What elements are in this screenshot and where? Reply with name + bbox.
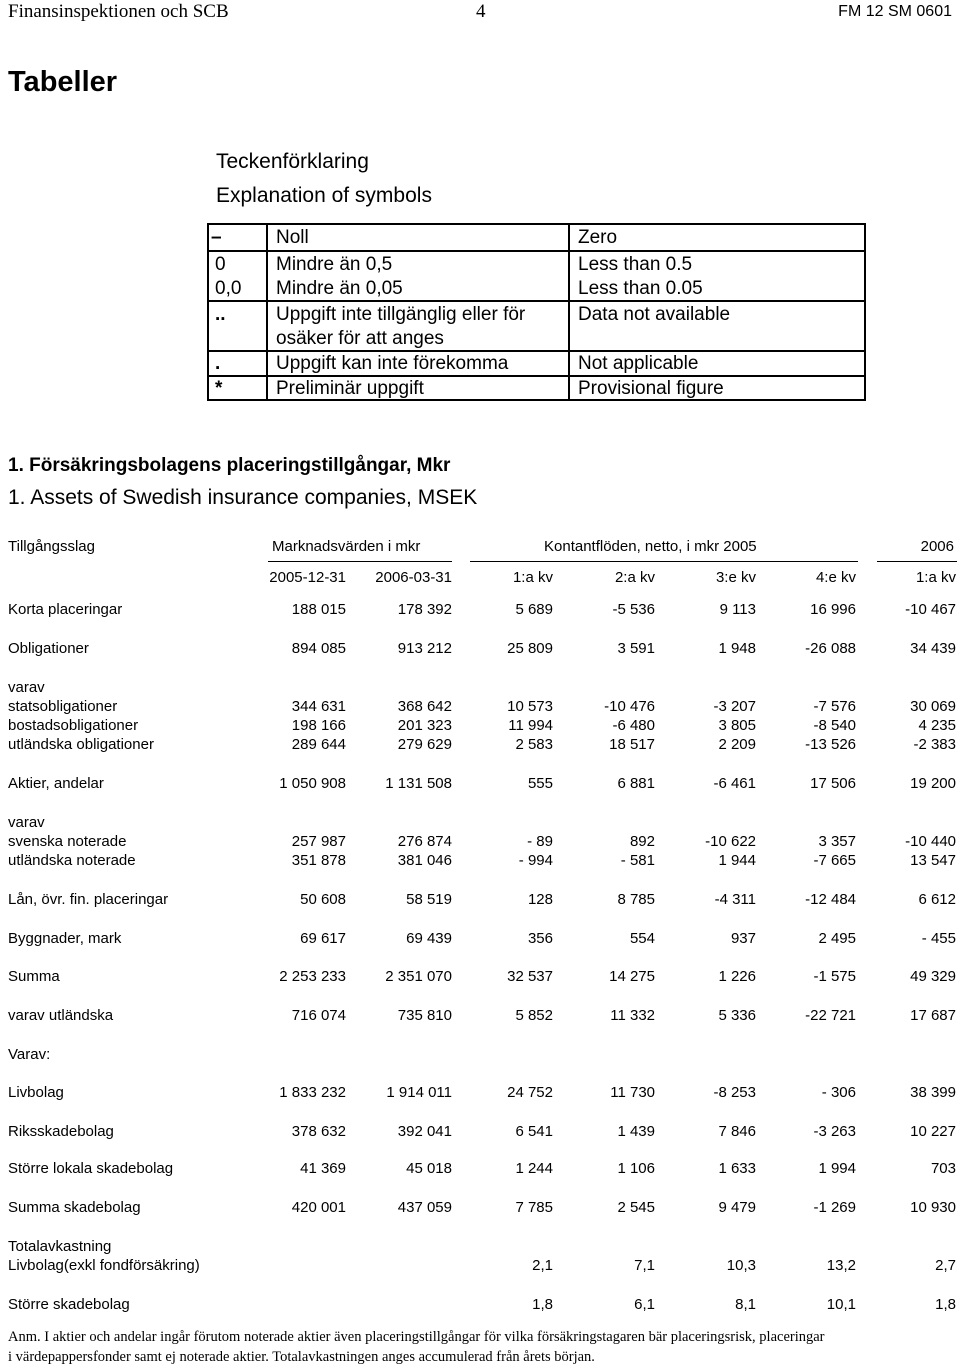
page-header — [0, 0, 960, 25]
table-cell: 1 948 — [718, 640, 756, 657]
legend-sv-text: Mindre än 0,05 — [276, 278, 403, 299]
table-cell: 2 495 — [818, 930, 856, 947]
row-label: Livbolag(exkl fondförsäkring) — [8, 1257, 200, 1274]
table-cell: 8 785 — [617, 891, 655, 908]
table-cell: 50 608 — [300, 891, 346, 908]
table-cell: 11 332 — [610, 1007, 655, 1024]
table-cell: 554 — [629, 930, 655, 947]
table-cell: 356 — [527, 930, 553, 947]
table-cell: 69 439 — [406, 930, 452, 947]
page-title: Tabeller — [8, 66, 118, 98]
column-header: 1:a kv — [915, 569, 956, 586]
row-label: Summa — [8, 968, 60, 985]
footnote-line: Anm. I aktier och andelar ingår förutom noterade aktier även placeringstillgångar för vilka försäkringstagaren bär placeringsrisk, placeringar — [8, 1329, 825, 1345]
table-cell: 1 244 — [515, 1160, 553, 1177]
row-label: utländska noterade — [8, 852, 136, 869]
table-cell: 1 439 — [617, 1123, 655, 1140]
legend-title-en: Explanation of symbols — [216, 184, 432, 207]
table-cell: -3 207 — [713, 698, 756, 715]
legend-sv-text: Mindre än 0,5 — [276, 254, 393, 275]
table-cell: 128 — [527, 891, 553, 908]
table-cell: 14 275 — [609, 968, 655, 985]
table-cell: 276 874 — [397, 833, 452, 850]
table-cell: 6 612 — [918, 891, 956, 908]
column-group-cash-flows: Kontantflöden, netto, i mkr 2005 — [544, 538, 757, 555]
row-label: varav utländska — [8, 1007, 114, 1024]
row-label: Aktier, andelar — [8, 775, 104, 792]
column-header: 1:a kv — [512, 569, 553, 586]
table-cell: 2 583 — [515, 736, 553, 753]
table-cell: 10 227 — [910, 1123, 956, 1140]
table-cell: -2 383 — [913, 736, 956, 753]
row-label: Korta placeringar — [8, 601, 123, 618]
table-cell: -10 476 — [604, 698, 655, 715]
legend-symbol: – — [211, 227, 222, 248]
table-title-sv: 1. Försäkringsbolagens placeringstillgångar, Mkr — [8, 455, 451, 476]
table-cell: 10 573 — [507, 698, 553, 715]
table-cell: 198 166 — [291, 717, 346, 734]
legend-sv-text: Uppgift inte tillgänglig eller för — [276, 304, 526, 325]
row-label: statsobligationer — [8, 698, 118, 715]
column-header: 2:a kv — [614, 569, 655, 586]
table-cell: 257 987 — [291, 833, 346, 850]
table-cell: -10 622 — [705, 833, 756, 850]
table-cell: 41 369 — [300, 1160, 346, 1177]
table-cell: 1 131 508 — [385, 775, 452, 792]
table-cell: 368 642 — [397, 698, 452, 715]
table-cell: 716 074 — [291, 1007, 346, 1024]
table-cell: 19 200 — [910, 775, 956, 792]
legend-en-text: Less than 0.05 — [578, 278, 703, 299]
table-cell: -10 440 — [905, 833, 956, 850]
table-cell: 24 752 — [507, 1084, 553, 1101]
table-cell: 1 226 — [718, 968, 756, 985]
table-cell: 201 323 — [397, 717, 452, 734]
table-cell: 555 — [527, 775, 553, 792]
table-cell: 892 — [629, 833, 655, 850]
table-cell: 4 235 — [918, 717, 956, 734]
table-cell: 7 846 — [718, 1123, 756, 1140]
table-cell: 7 785 — [515, 1199, 553, 1216]
table-cell: 1 106 — [617, 1160, 655, 1177]
row-label: utländska obligationer — [8, 736, 154, 753]
table-cell: 392 041 — [397, 1123, 452, 1140]
legend-sv-text: osäker för att anges — [276, 328, 444, 349]
table-cell: 1 994 — [818, 1160, 856, 1177]
table-cell: 45 018 — [406, 1160, 452, 1177]
table-cell: 13 547 — [910, 852, 956, 869]
table-cell: 2 351 070 — [385, 968, 452, 985]
table-cell: 913 212 — [397, 640, 452, 657]
table-cell: - 994 — [518, 852, 553, 869]
table-cell: 17 687 — [910, 1007, 956, 1024]
column-header: 4:e kv — [815, 569, 856, 586]
table-cell: -22 721 — [805, 1007, 856, 1024]
legend-title-sv: Teckenförklaring — [216, 150, 369, 173]
row-label: Större skadebolag — [8, 1296, 130, 1313]
legend-symbol: * — [215, 378, 223, 399]
table-cell: 11 994 — [508, 717, 553, 734]
table-cell: 32 537 — [507, 968, 553, 985]
footnote-line: i värdepappersfonder samt ej noterade aktier. Totalavkastningen anges accumulerad från årets början. — [8, 1349, 595, 1365]
table-cell: 703 — [930, 1160, 956, 1177]
table-cell: 344 631 — [291, 698, 346, 715]
row-label: svenska noterade — [8, 833, 127, 850]
legend-symbol: .. — [215, 304, 226, 325]
table-cell: -1 575 — [813, 968, 856, 985]
table-title-en: 1. Assets of Swedish insurance companies, MSEK — [8, 486, 478, 509]
table-cell: 2 253 233 — [279, 968, 346, 985]
column-group-2006: 2006 — [920, 538, 954, 555]
table-cell: 38 399 — [910, 1084, 956, 1101]
table-cell: - 455 — [921, 930, 956, 947]
table-cell: 378 632 — [291, 1123, 346, 1140]
legend-sv-text: Noll — [276, 227, 309, 248]
table-cell: 381 046 — [397, 852, 452, 869]
table-cell: -4 311 — [714, 891, 756, 908]
table-cell: 10,3 — [726, 1257, 756, 1274]
legend-symbol: 0,0 — [215, 278, 242, 299]
table-cell: 9 479 — [718, 1199, 756, 1216]
table-cell: -1 269 — [813, 1199, 856, 1216]
table-cell: 351 878 — [291, 852, 346, 869]
table-cell: 3 357 — [818, 833, 856, 850]
table-cell: - 306 — [821, 1084, 856, 1101]
table-cell: -3 263 — [813, 1123, 856, 1140]
table-cell: 437 059 — [397, 1199, 452, 1216]
table-cell: 25 809 — [507, 640, 553, 657]
table-cell: 6 541 — [515, 1123, 553, 1140]
table-cell: 6,1 — [634, 1296, 655, 1313]
table-cell: 2 209 — [718, 736, 756, 753]
table-cell: 69 617 — [300, 930, 346, 947]
table-cell: -26 088 — [805, 640, 856, 657]
table-cell: 1 944 — [718, 852, 756, 869]
legend-symbol: . — [215, 353, 221, 374]
table-cell: 34 439 — [910, 640, 956, 657]
column-header: 2006-03-31 — [375, 569, 452, 586]
row-label: Livbolag — [8, 1084, 64, 1101]
table-cell: 8,1 — [735, 1296, 756, 1313]
table-cell: 13,2 — [826, 1257, 856, 1274]
table-cell: 58 519 — [406, 891, 452, 908]
table-cell: -13 526 — [805, 736, 856, 753]
row-label: Summa skadebolag — [8, 1199, 141, 1216]
table-cell: -12 484 — [805, 891, 856, 908]
table-cell: 735 810 — [397, 1007, 452, 1024]
legend-sv-text: Preliminär uppgift — [276, 378, 424, 399]
table-cell: 5 852 — [515, 1007, 553, 1024]
row-label: Totalavkastning — [8, 1238, 112, 1255]
table-cell: 1 633 — [718, 1160, 756, 1177]
table-cell: 3 591 — [617, 640, 655, 657]
table-cell: 49 329 — [910, 968, 956, 985]
table-cell: 10 930 — [910, 1199, 956, 1216]
table-cell: 30 069 — [910, 698, 956, 715]
row-label: Varav: — [8, 1046, 51, 1063]
column-header: 2005-12-31 — [269, 569, 346, 586]
header-series-code: FM 12 SM 0601 — [838, 3, 952, 20]
table-cell: 18 517 — [609, 736, 655, 753]
legend-en-text: Provisional figure — [578, 378, 724, 399]
table-cell: 6 881 — [617, 775, 655, 792]
table-cell: -6 461 — [713, 775, 756, 792]
table-cell: -8 540 — [813, 717, 856, 734]
table-cell: 1 050 908 — [279, 775, 346, 792]
header-underline — [268, 561, 452, 562]
table-cell: 7,1 — [634, 1257, 655, 1274]
table-cell: 11 730 — [610, 1084, 655, 1101]
legend-sv-text: Uppgift kan inte förekomma — [276, 353, 509, 374]
column-header: 3:e kv — [715, 569, 756, 586]
table-footnote — [8, 1327, 958, 1367]
table-cell: -8 253 — [713, 1084, 756, 1101]
header-underline — [877, 561, 957, 562]
row-label: Byggnader, mark — [8, 930, 122, 947]
symbol-legend-table — [207, 223, 866, 401]
table-cell: 5 689 — [515, 601, 553, 618]
table-cell: 420 001 — [291, 1199, 346, 1216]
column-group-market-values: Marknadsvärden i mkr — [272, 538, 421, 555]
table-cell: 2,1 — [532, 1257, 553, 1274]
legend-en-text: Zero — [578, 227, 618, 248]
table-cell: 2,7 — [935, 1257, 956, 1274]
table-cell: 1,8 — [935, 1296, 956, 1313]
table-cell: -7 665 — [813, 852, 856, 869]
table-cell: 894 085 — [291, 640, 346, 657]
table-cell: -6 480 — [612, 717, 655, 734]
row-label: varav — [8, 679, 45, 696]
table-cell: 289 644 — [291, 736, 346, 753]
table-cell: 16 996 — [810, 601, 856, 618]
table-cell: 5 336 — [718, 1007, 756, 1024]
row-label: Obligationer — [8, 640, 89, 657]
table-cell: -10 467 — [905, 601, 956, 618]
header-publisher: Finansinspektionen och SCB — [8, 1, 229, 22]
page-number: 4 — [476, 1, 486, 22]
legend-en-text: Data not available — [578, 304, 731, 325]
table-cell: 10,1 — [826, 1296, 856, 1313]
table-cell: -5 536 — [612, 601, 655, 618]
table-cell: 937 — [730, 930, 756, 947]
table-cell: 2 545 — [617, 1199, 655, 1216]
row-label: Större lokala skadebolag — [8, 1160, 174, 1177]
table-cell: 3 805 — [718, 717, 756, 734]
table-cell: 9 113 — [719, 601, 756, 618]
table-cell: 1 833 232 — [279, 1084, 346, 1101]
legend-en-text: Less than 0.5 — [578, 254, 693, 275]
table-cell: 1 914 011 — [386, 1084, 452, 1101]
table-cell: -7 576 — [813, 698, 856, 715]
header-underline — [470, 561, 858, 562]
table-cell: 17 506 — [810, 775, 856, 792]
row-label: Riksskadebolag — [8, 1123, 114, 1140]
legend-en-text: Not applicable — [578, 353, 699, 374]
legend-symbol: 0 — [215, 254, 226, 275]
table-cell: 279 629 — [397, 736, 452, 753]
table-cell: 178 392 — [397, 601, 452, 618]
table-cell: - 581 — [620, 852, 655, 869]
table-cell: 1,8 — [532, 1296, 553, 1313]
row-label: bostadsobligationer — [8, 717, 139, 734]
column-header-asset-class: Tillgångsslag — [8, 538, 95, 555]
table-cell: - 89 — [527, 833, 553, 850]
row-label: Lån, övr. fin. placeringar — [8, 891, 169, 908]
table-cell: 188 015 — [291, 601, 346, 618]
row-label: varav — [8, 814, 45, 831]
